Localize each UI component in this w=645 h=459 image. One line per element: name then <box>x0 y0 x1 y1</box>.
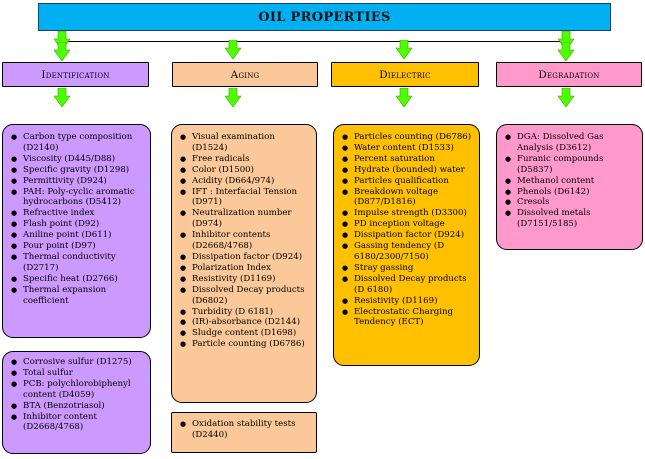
list-item: ● Specific heat (D2766) <box>10 274 145 285</box>
identification-panel <box>2 124 151 338</box>
list-item: ● Color (D1500) <box>179 165 311 176</box>
arrow-down-icon <box>396 88 412 107</box>
identification-extra-panel <box>2 351 151 454</box>
list-item: ● Viscosity (D445/D88) <box>10 154 145 165</box>
list-item: ● Visual examination (D1524) <box>179 132 311 154</box>
list-item: ● Permittivity (D924) <box>10 176 145 187</box>
dielectric-header: Dielectric <box>331 62 479 87</box>
list-item: ● Sludge content (D1698) <box>179 328 311 339</box>
list-item: ● Corrosive sulfur (D1275) <box>10 357 145 368</box>
list-item: ● Free radicals <box>179 154 311 165</box>
list-item: ● PAH: Poly-cyclic aromatic hydrocarbons (D5412) <box>10 187 145 209</box>
root-title: OIL PROPERTIES <box>258 9 391 25</box>
list-item: ● Methanol content <box>504 176 637 187</box>
list-item: ● Total sulfur <box>10 368 145 379</box>
list-item: ● Resistivity (D1169) <box>341 296 474 307</box>
list-item: ● Cresols <box>504 197 637 208</box>
aging-header: Aging <box>172 62 318 87</box>
list-item: ● Neutralization number (D974) <box>179 208 311 230</box>
arrow-down-icon <box>396 40 412 59</box>
list-item: ● Flash point (D92) <box>10 219 145 230</box>
list-item: ● Aniline point (D611) <box>10 230 145 241</box>
list-item: ● Resistivity (D1169) <box>179 274 311 285</box>
list-item: ● Acidity (D664/974) <box>179 176 311 187</box>
list-item: ● Particle counting (D6786) <box>179 339 311 350</box>
connector-line <box>62 41 567 42</box>
arrow-down-icon <box>54 88 70 107</box>
arrow-down-icon <box>225 40 241 59</box>
degradation-panel <box>496 124 643 250</box>
list-item: ● Refractive index <box>10 208 145 219</box>
list-item: ● PD inception voltage <box>341 219 474 230</box>
oil-properties-root <box>38 3 611 31</box>
list-item: ● Phenols (D6142) <box>504 187 637 198</box>
list-item: ● Pour point (D97) <box>10 241 145 252</box>
list-item: ● Turbidity (D 6181) <box>179 307 311 318</box>
list-item: ● IFT : Interfacial Tension (D971) <box>179 187 311 209</box>
list-item: ● (IR)-absorbance (D2144) <box>179 317 311 328</box>
list-item: ● Percent saturation <box>341 154 474 165</box>
list-item: ● Gassing tendency (D 6180/2300/7150) <box>341 241 474 263</box>
list-item: ● Inhibitor content (D2668/4768) <box>10 412 145 434</box>
list-item: ● Oxidation stability tests (D2440) <box>179 419 310 441</box>
aging-panel <box>171 124 317 403</box>
list-item: ● Particles counting (D6786) <box>341 132 474 143</box>
list-item: ● Particles qualification <box>341 176 474 187</box>
list-item: ● Stray gassing <box>341 263 474 274</box>
list-item: ● Dissipation factor (D924) <box>179 252 311 263</box>
arrow-down-icon <box>558 42 574 61</box>
list-item: ● Thermal conductivity (D2717) <box>10 252 145 274</box>
list-item: ● Specific gravity (D1298) <box>10 165 145 176</box>
aging-extra-panel <box>171 412 317 453</box>
list-item: ● Water content (D1533) <box>341 143 474 154</box>
list-item: ● Hydrate (bounded) water <box>341 165 474 176</box>
list-item: ● PCB: polychlorobiphenyl content (D4059) <box>10 379 145 401</box>
list-item: ● Dissolved metals (D7151/5185) <box>504 208 637 230</box>
list-item: ● Dissipation factor (D924) <box>341 230 474 241</box>
list-item: ● Inhibitor contents (D2668/4768) <box>179 230 311 252</box>
list-item: ● Thermal expansion coefficient <box>10 285 145 307</box>
list-item: ● Carbon type composition (D2140) <box>10 132 145 154</box>
list-item: ● Breakdown voltage (D877/D1816) <box>341 187 474 209</box>
arrow-down-icon <box>558 88 574 107</box>
list-item: ● Furanic compounds (D5837) <box>504 154 637 176</box>
list-item: ● Polarization Index <box>179 263 311 274</box>
arrow-down-icon <box>225 88 241 107</box>
list-item: ● BTA (Benzotriasol) <box>10 401 145 412</box>
list-item: ● Electrostatic Charging Tendency (ECT) <box>341 307 474 329</box>
list-item: ● Dissolved Decay products (D 6180) <box>341 274 474 296</box>
list-item: ● DGA: Dissolved Gas Analysis (D3612) <box>504 132 637 154</box>
list-item: ● Dissolved Decay products (D6802) <box>179 285 311 307</box>
identification-header: Identification <box>2 62 149 87</box>
arrow-down-icon <box>54 42 70 61</box>
list-item: ● Impulse strength (D3300) <box>341 208 474 219</box>
dielectric-panel <box>333 124 480 366</box>
degradation-header: Degradation <box>496 62 642 87</box>
